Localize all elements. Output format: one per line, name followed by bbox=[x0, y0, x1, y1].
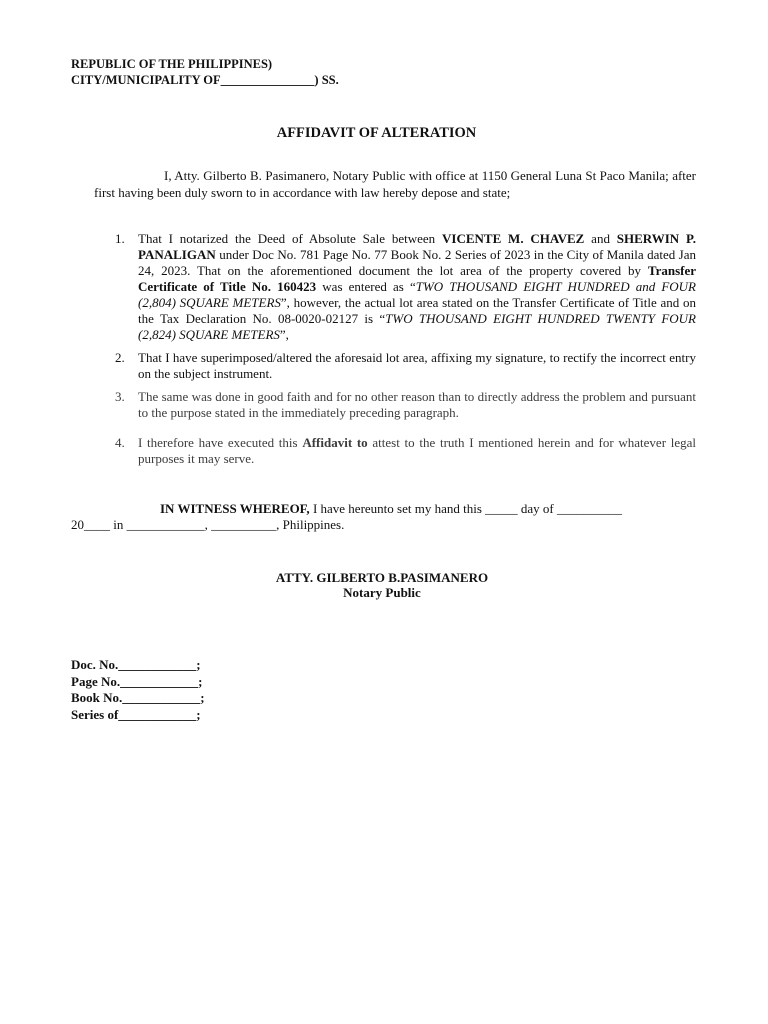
venue-header bbox=[71, 56, 339, 88]
witness-line-2: 20____ in ____________, __________, Philippines. bbox=[71, 517, 345, 532]
seller-name: VICENTE M. CHAVEZ bbox=[442, 231, 585, 246]
statement-text: under Doc No. 781 Page No. 77 Book No. 2 Series of 2023 in the City of Manila dated Jan 24, 2023. That on the aforementioned document the lot area of the property covered by bbox=[138, 247, 696, 278]
venue-line-city: CITY/MUNICIPALITY OF_______________) SS. bbox=[71, 73, 339, 87]
statement-text: ”, bbox=[279, 327, 289, 342]
registry-book-no: Book No.____________; bbox=[71, 690, 205, 705]
statement-number: 1. bbox=[115, 231, 125, 246]
signatory-name: ATTY. GILBERTO B.PASIMANERO bbox=[275, 570, 489, 585]
registry-series: Series of____________; bbox=[71, 706, 201, 722]
statement-item-4 bbox=[110, 435, 696, 467]
notarial-registry bbox=[71, 657, 205, 723]
statement-text: That I have superimposed/altered the aforesaid lot area, affixing my signature, to rectify the incorrect entry on the subject instrument. bbox=[138, 350, 696, 381]
statement-number: 2. bbox=[115, 350, 125, 365]
statement-text: The same was done in good faith and for no other reason than to directly address the problem and pursuant to the purpose stated in the immediately preceding paragraph. bbox=[138, 389, 696, 420]
actual-lot-area: TWO THOUSAND EIGHT HUNDRED TWENTY FOUR (2,824) SQUARE METERS bbox=[138, 311, 696, 342]
intro-paragraph: I, Atty. Gilberto B. Pasimanero, Notary Public with office at 1150 General Luna St Paco Manila; after first having been duly sworn to in accordance with law hereby depose and state; bbox=[94, 168, 696, 200]
numbered-statements bbox=[110, 231, 696, 467]
statement-item-3 bbox=[110, 389, 696, 421]
statement-number: 4. bbox=[115, 435, 125, 450]
statement-item-1 bbox=[110, 231, 696, 343]
registry-page-no: Page No.____________; bbox=[71, 673, 203, 689]
statement-item-2 bbox=[110, 350, 696, 382]
entered-lot-area: TWO THOUSAND EIGHT HUNDRED and FOUR (2,804) SQUARE METERS bbox=[138, 279, 696, 310]
buyer-name: SHERWIN P. PANALIGAN bbox=[138, 231, 696, 262]
witness-line-1 bbox=[71, 501, 696, 517]
registry-doc-no: Doc. No.____________; bbox=[71, 657, 201, 672]
statement-text: attest to the truth I mentioned herein and for whatever legal purposes it may serve. bbox=[138, 435, 696, 466]
affidavit-reference: Affidavit to bbox=[302, 435, 368, 450]
statement-text: was entered as “ bbox=[316, 279, 416, 294]
statement-text: ”, however, the actual lot area stated on the Transfer Certificate of Title and on the Tax Declaration No. 08-0020-02127 is “ bbox=[138, 295, 696, 326]
statement-number: 3. bbox=[115, 389, 125, 404]
title-certificate-number: Transfer Certificate of Title No. 160423 bbox=[138, 263, 696, 294]
venue-line-republic: REPUBLIC OF THE PHILIPPINES) bbox=[71, 57, 273, 71]
document-title: AFFIDAVIT OF ALTERATION bbox=[276, 125, 477, 141]
signatory-role: Notary Public bbox=[343, 585, 421, 600]
witness-clause bbox=[71, 501, 696, 533]
statement-text: and bbox=[584, 231, 617, 246]
statement-text: I therefore have executed this bbox=[138, 435, 303, 450]
witness-heading: IN WITNESS WHEREOF, bbox=[160, 501, 310, 516]
witness-text: I have hereunto set my hand this _____ day of __________ bbox=[309, 501, 622, 516]
statement-text: That I notarized the Deed of Absolute Sale between bbox=[138, 231, 442, 246]
signature-block bbox=[0, 570, 764, 600]
